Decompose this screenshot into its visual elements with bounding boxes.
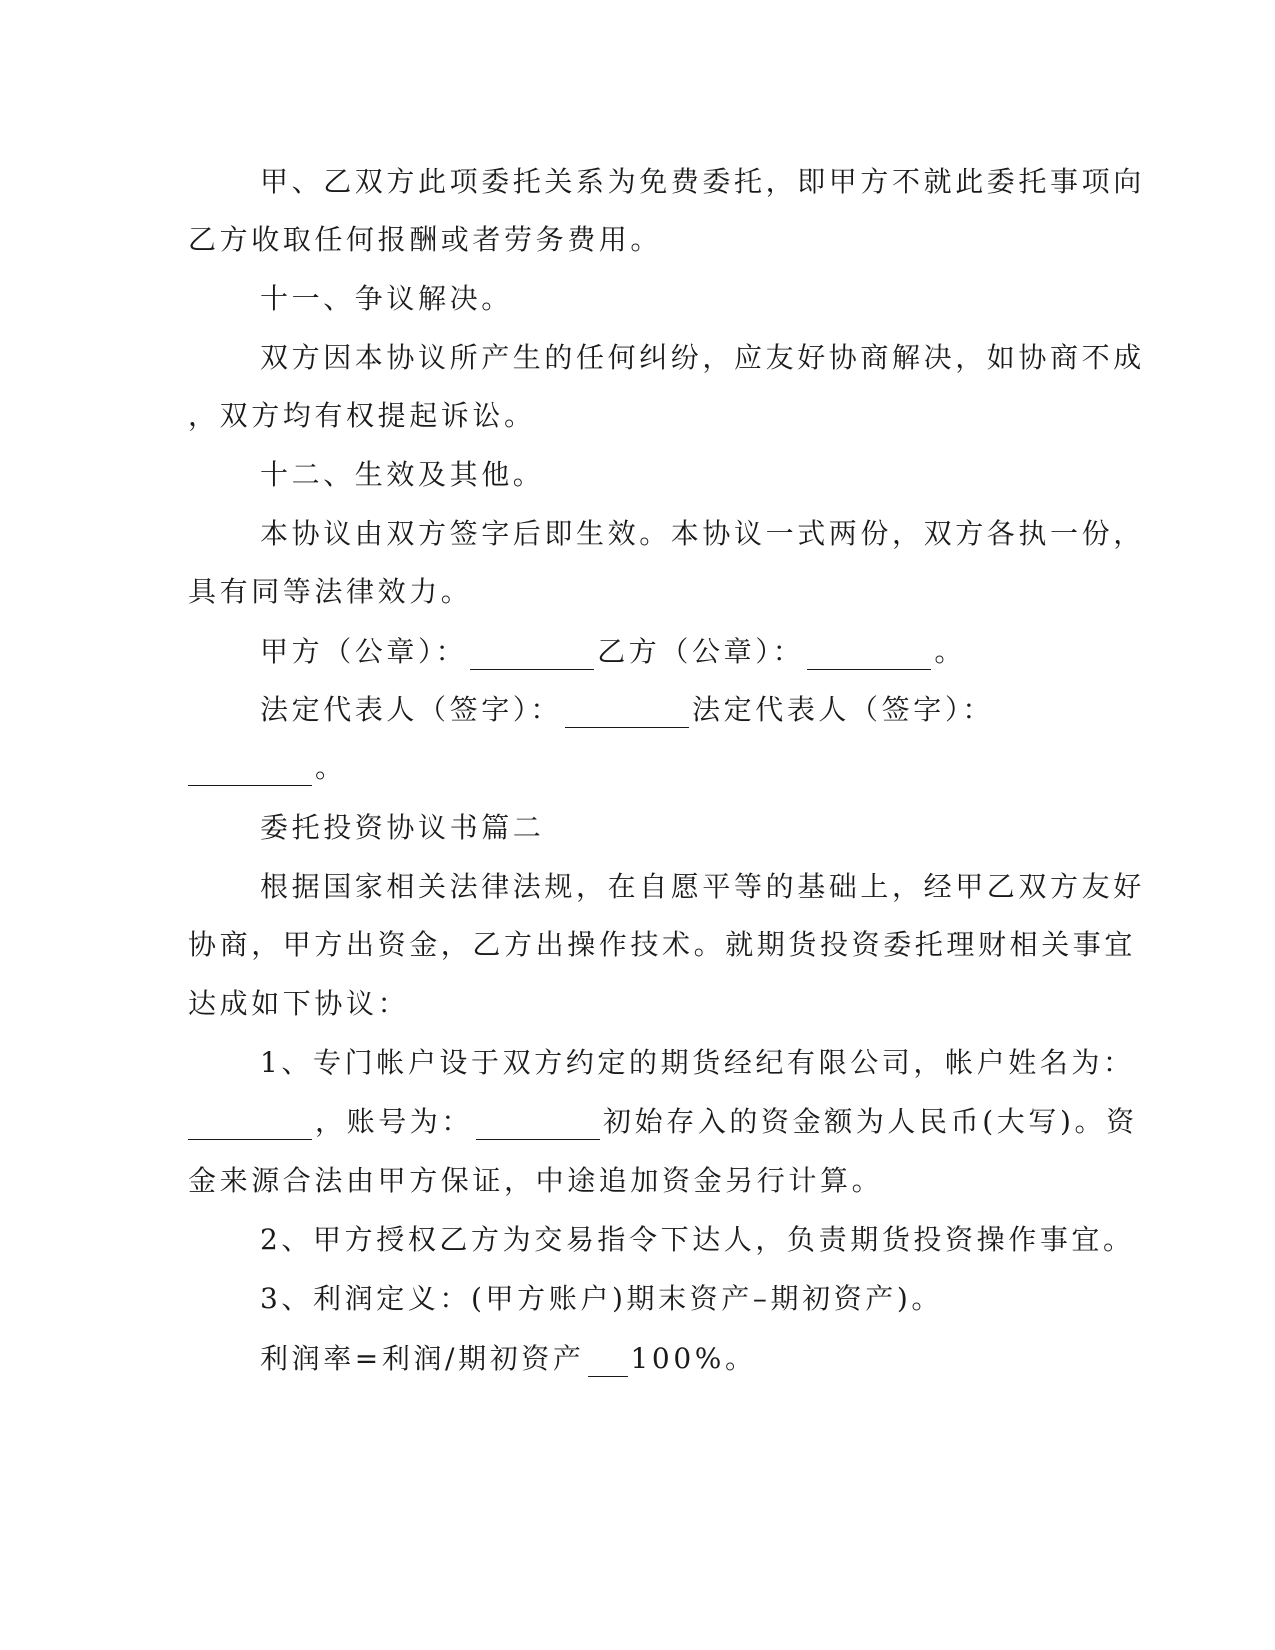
heading-effectiveness: 十二、生效及其他。 [260,458,545,491]
clause-3: 3、利润定义：(甲方账户)期末资产–期初资产)。 [260,1282,943,1315]
intro-line: 达成如下协议： [188,987,410,1020]
paragraph-line: 双方因本协议所产生的任何纠纷，应友好协商解决，如协商不成 [260,341,1145,374]
signature-rep-line [260,692,994,728]
profit-rate-prefix: 利润率=利润/期初资产 [260,1342,585,1375]
profit-rate-blank [588,1346,628,1377]
paragraph-line: 乙方收取任何报酬或者劳务费用。 [188,223,663,256]
seal-line-end: 。 [934,635,967,668]
heading-dispute-resolution: 十一、争议解决。 [260,282,513,315]
paragraph-line: ，双方均有权提起诉讼。 [188,399,536,432]
party-a-seal-blank [470,639,594,670]
party-a-seal-label: 甲方（公章）： [260,635,468,668]
signature-seal-line [260,634,966,670]
rep-a-label: 法定代表人（签字）： [260,693,563,726]
profit-rate-line [260,1341,757,1377]
rep-b-blank [188,755,312,786]
signature-rep-line-cont [188,750,347,786]
clause-2: 2、甲方授权乙方为交易指令下达人，负责期货投资操作事宜。 [260,1223,1135,1256]
rep-b-label: 法定代表人（签字）： [692,693,995,726]
account-name-blank [188,1109,312,1140]
paragraph-line: 本协议由双方签字后即生效。本协议一式两份，双方各执一份， [260,517,1145,550]
initial-funds-text: 初始存入的资金额为人民币(大写)。资 [603,1105,1138,1138]
section-title: 委托投资协议书篇二 [260,811,545,844]
profit-rate-suffix: 100%。 [630,1342,757,1375]
clause-1-line: 1、专门帐户设于双方约定的期货经纪有限公司，帐户姓名为： [260,1046,1135,1079]
account-no-blank [476,1109,600,1140]
party-b-seal-label: 乙方（公章）： [597,635,805,668]
intro-line: 协商，甲方出资金，乙方出操作技术。就期货投资委托理财相关事宜 [188,928,1137,961]
rep-line-end: 。 [315,751,347,784]
paragraph-line: 甲、乙双方此项委托关系为免费委托，即甲方不就此委托事项向 [260,165,1145,198]
account-no-label: ，账号为： [315,1105,474,1138]
clause-1-line-3: 金来源合法由甲方保证，中途追加资金另行计算。 [188,1164,884,1197]
rep-a-blank [565,697,689,728]
party-b-seal-blank [807,639,931,670]
intro-line: 根据国家相关法律法规，在自愿平等的基础上，经甲乙双方友好 [260,870,1145,903]
paragraph-line: 具有同等法律效力。 [188,575,473,608]
clause-1-line-2 [188,1104,1138,1140]
